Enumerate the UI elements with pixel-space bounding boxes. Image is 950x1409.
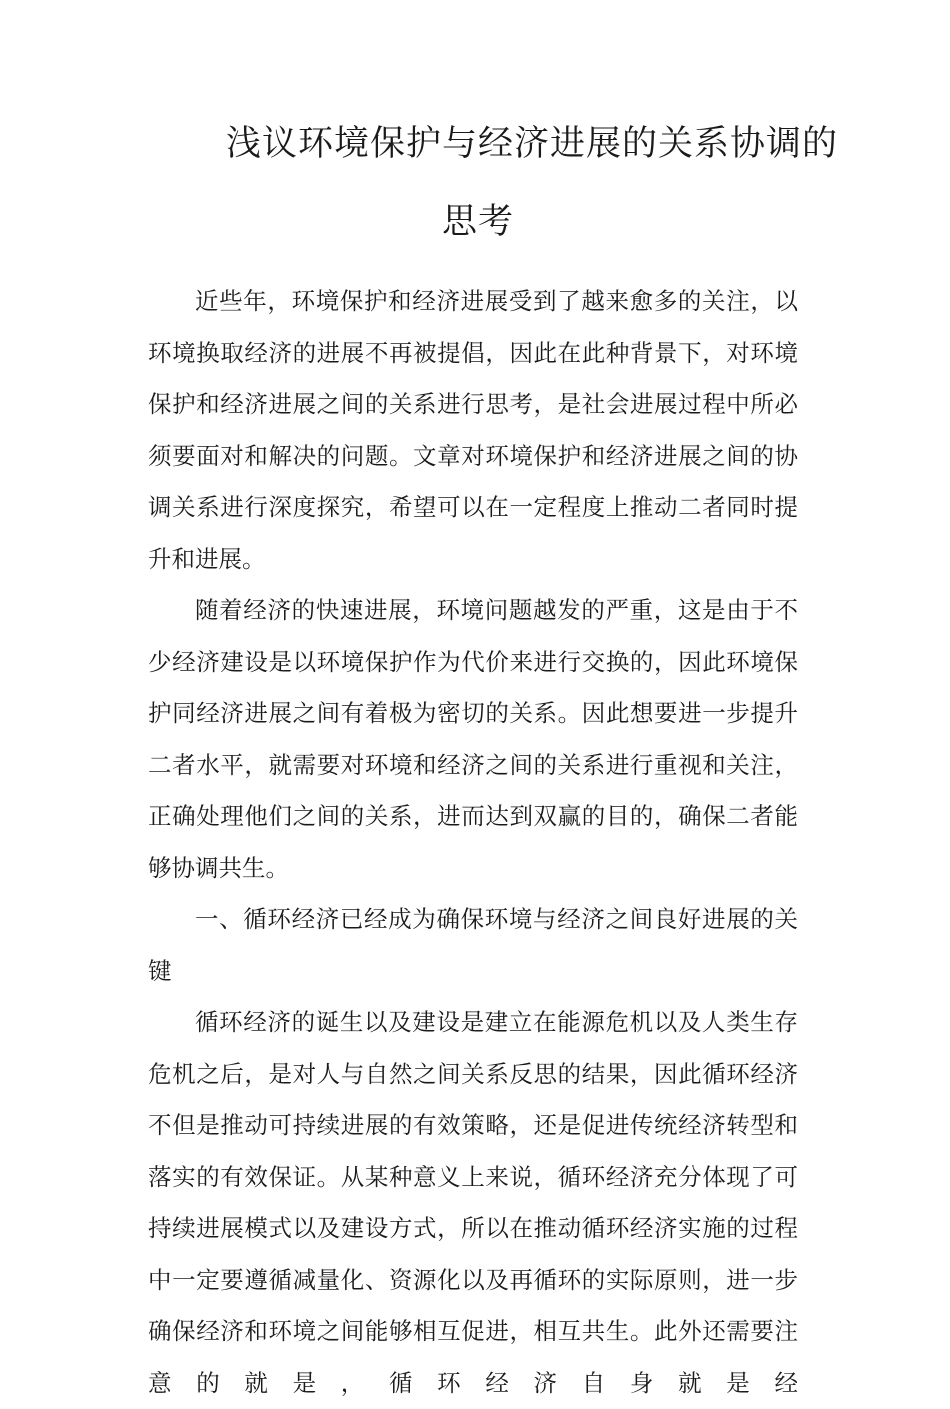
- document-body: [148, 276, 798, 1409]
- paragraph-background: 随着经济的快速进展，环境问题越发的严重，这是由于不少经济建设是以环境保护作为代价来进行交换的，因此环境保护同经济进展之间有着极为密切的关系。因此想要进一步提升二者水平，就需要对环境和经济之间的关系进行重视和关注，正确处理他们之间的关系，进而达到双赢的目的，确保二者能够协调共生。: [148, 596, 798, 882]
- paragraph-intro: 近些年，环境保护和经济进展受到了越来愈多的关注，以环境换取经济的进展不再被提倡，因此在此种背景下，对环境保护和经济进展之间的关系进行思考，是社会进展过程中所必须要面对和解决的问题。文章对环境保护和经济进展之间的协调关系进行深度探究，希望可以在一定程度上推动二者同时提升和进展。: [148, 287, 798, 573]
- section-heading-1: 一、循环经济已经成为确保环境与经济之间良好进展的关键: [148, 905, 798, 985]
- document-title-line-2: 思考: [442, 202, 515, 242]
- paragraph-circular-economy: 循环经济的诞生以及建设是建立在能源危机以及人类生存危机之后，是对人与自然之间关系反思的结果，因此循环经济不但是推动可持续进展的有效策略，还是促进传统经济转型和落实的有效保证。从某种意义上来说，循环经济充分体现了可持续进展模式以及建设方式，所以在推动循环经济实施的过程中一定要遵循减量化、资源化以及再循环的实际原则，进一步确保经济和环境之间能够相互促进，相互共生。此外还需要注意的就是，循环经济自身就是经: [148, 1008, 798, 1397]
- document-title-line-1: 浅议环境保护与经济进展的关系协调的: [226, 124, 839, 164]
